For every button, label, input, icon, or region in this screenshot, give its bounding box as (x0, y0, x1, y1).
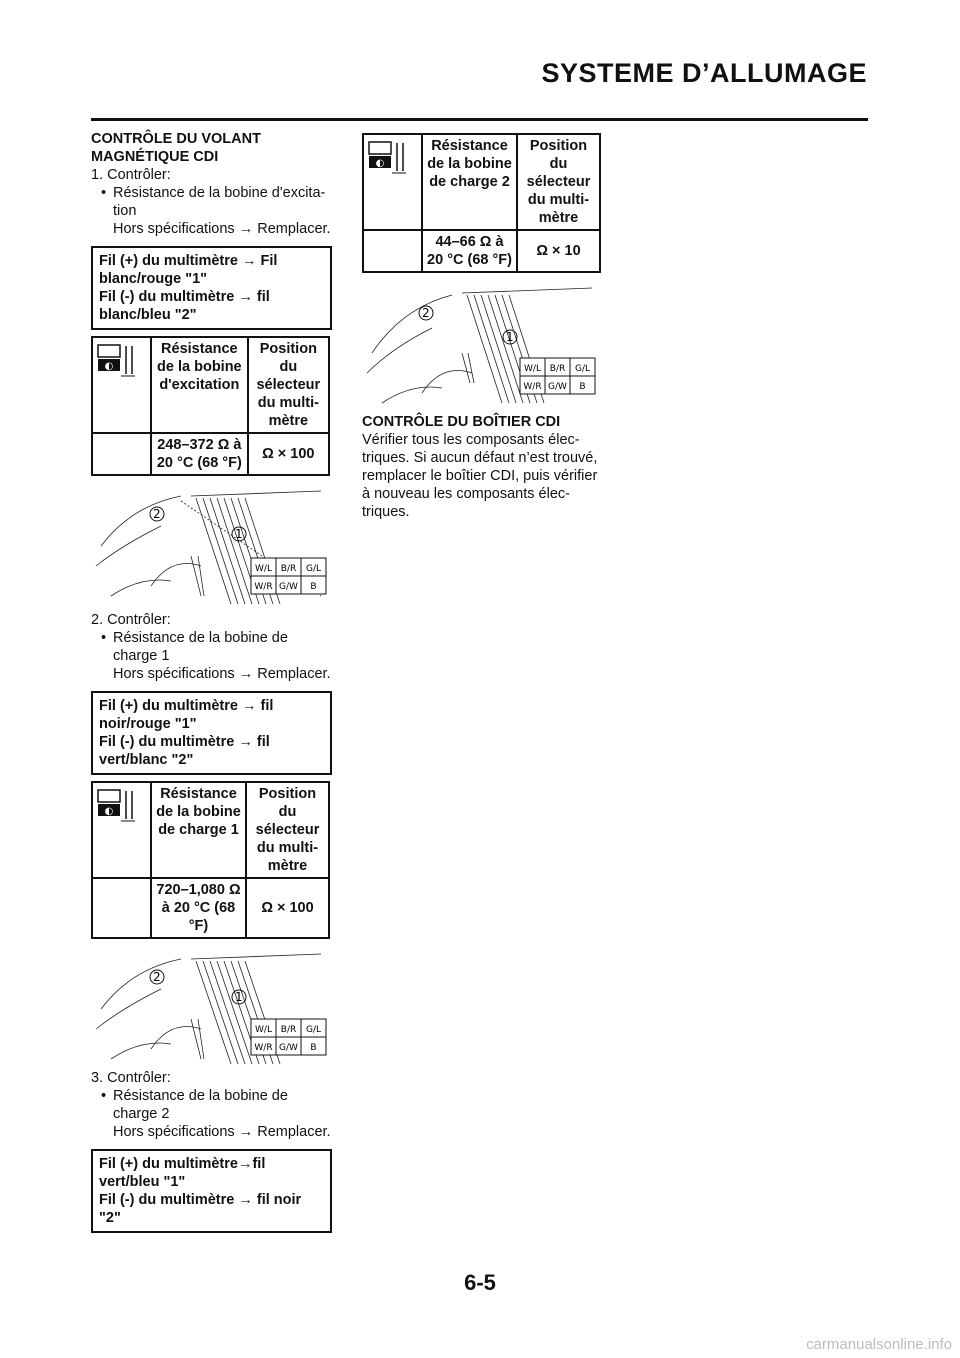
spec-table-1 (91, 336, 330, 476)
step-3-bullet: • Résistance de la bobine de charge 2 (91, 1087, 331, 1123)
leads-plus: Fil (+) du multimètre → fil noir/rouge "1" (99, 698, 274, 732)
leads-box-2 (91, 691, 332, 775)
resistance-value: 44–66 Ω à 20 °C (68 °F) (422, 230, 517, 272)
leads-box-1 (91, 246, 332, 330)
resistance-value: 720–1,080 Ω à 20 °C (68 °F) (151, 878, 246, 938)
spec-table-3 (362, 133, 601, 273)
col-header-selector: Position du sélecteur du multi-mètre (246, 782, 329, 878)
svg-text:G/W: G/W (279, 582, 298, 592)
svg-text:G/W: G/W (548, 382, 567, 392)
section-heading-cont: MAGNÉTIQUE CDI (91, 149, 219, 165)
multimeter-icon (92, 782, 151, 878)
svg-text:◐: ◐ (104, 806, 114, 817)
selector-value: Ω × 10 (517, 230, 600, 272)
svg-text:W/L: W/L (255, 1025, 272, 1035)
cdi-body-text: Vérifier tous les composants élec-triques. Si aucun défaut n’est trouvé, remplacer le boîtier CDI, puis vérifier à nouveau les composants élec-triques. (362, 432, 598, 520)
svg-text:W/R: W/R (254, 582, 273, 592)
svg-text:B/R: B/R (280, 1025, 297, 1035)
callout-2: 2 (153, 507, 161, 521)
multimeter-icon (92, 337, 151, 433)
col-header-resistance: Résistance de la bobine de charge 2 (422, 134, 517, 230)
flywheel-diagram-3 (362, 283, 602, 413)
leads-plus: Fil (+) du multimètre→fil vert/bleu "1" (99, 1156, 266, 1190)
page-title: SYSTEME D’ALLUMAGE (541, 58, 867, 88)
step-2: 2. Contrôler: (91, 612, 171, 628)
section-heading-cdi: CONTRÔLE DU BOÎTIER CDI (362, 414, 561, 430)
svg-text:G/L: G/L (305, 564, 322, 574)
connector-block (520, 358, 595, 394)
leads-box-3 (91, 1149, 332, 1233)
callout-2: 2 (422, 306, 430, 320)
watermark: carmanualsonline.info (806, 1336, 952, 1353)
flywheel-diagram-1 (91, 486, 331, 611)
svg-text:W/L: W/L (255, 564, 272, 574)
svg-text:B: B (310, 1043, 317, 1053)
leads-minus: Fil (-) du multimètre → fil blanc/bleu "2" (99, 289, 270, 323)
callout-1: 1 (506, 330, 514, 344)
svg-text:◐: ◐ (375, 158, 385, 169)
callout-1: 1 (235, 527, 243, 541)
step-3-action: Hors spécifications → Remplacer. (113, 1124, 331, 1140)
svg-text:W/R: W/R (523, 382, 542, 392)
col-header-selector: Position du sélecteur du multi-mètre (248, 337, 329, 433)
step-1-action: Hors spécifications → Remplacer. (113, 221, 331, 237)
col-header-resistance: Résistance de la bobine d'excitation (151, 337, 248, 433)
callout-1: 1 (235, 990, 243, 1004)
spec-table-2 (91, 781, 330, 939)
flywheel-diagram-2 (91, 949, 331, 1069)
header-rule (91, 118, 868, 121)
step-1-bullet: • Résistance de la bobine d'excita-tion (91, 184, 331, 220)
page-number: 6-5 (464, 1270, 496, 1295)
leads-minus: Fil (-) du multimètre → fil vert/blanc "2" (99, 734, 270, 768)
leads-minus: Fil (-) du multimètre → fil noir "2" (99, 1192, 302, 1226)
selector-value: Ω × 100 (248, 433, 329, 475)
step-1: 1. Contrôler: (91, 167, 171, 183)
col-header-selector: Position du sélecteur du multi-mètre (517, 134, 600, 230)
multimeter-icon (363, 134, 422, 230)
svg-text:B: B (579, 382, 586, 392)
right-column (362, 133, 602, 521)
svg-text:G/W: G/W (279, 1043, 298, 1053)
svg-text:B/R: B/R (549, 364, 566, 374)
step-3: 3. Contrôler: (91, 1070, 171, 1086)
col-header-resistance: Résistance de la bobine de charge 1 (151, 782, 246, 878)
leads-plus: Fil (+) du multimètre → Fil blanc/rouge "1" (99, 253, 278, 287)
connector-block (251, 558, 326, 594)
svg-text:B/R: B/R (280, 564, 297, 574)
resistance-value: 248–372 Ω à 20 °C (68 °F) (151, 433, 248, 475)
selector-value: Ω × 100 (246, 878, 329, 938)
svg-text:B: B (310, 582, 317, 592)
connector-block (251, 1019, 326, 1055)
svg-text:W/L: W/L (524, 364, 541, 374)
svg-text:W/R: W/R (254, 1043, 273, 1053)
svg-text:G/L: G/L (574, 364, 591, 374)
step-2-bullet: • Résistance de la bobine de charge 1 (91, 629, 331, 665)
svg-text:◐: ◐ (104, 361, 114, 372)
step-2-action: Hors spécifications → Remplacer. (113, 666, 331, 682)
svg-text:G/L: G/L (305, 1025, 322, 1035)
callout-2: 2 (153, 970, 161, 984)
section-heading: CONTRÔLE DU VOLANT (91, 131, 261, 147)
left-column (91, 130, 331, 1233)
